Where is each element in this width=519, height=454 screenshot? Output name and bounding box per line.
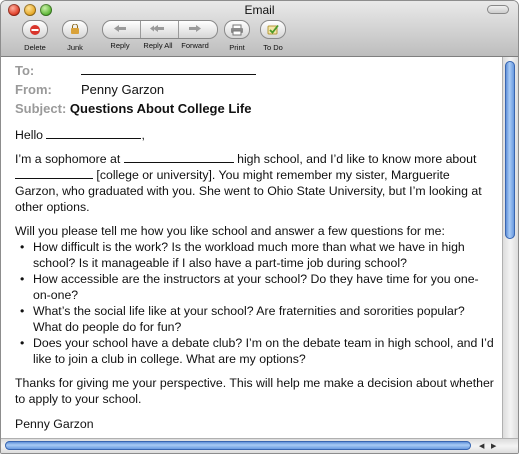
paragraph-1: [15, 151, 495, 215]
reply-icon[interactable]: [105, 20, 135, 37]
from-row: [15, 82, 165, 97]
list-item: • How difficult is the work? Is the workload much more than what we have in high school? Is it manageable if I also have a part-time job during school?: [15, 239, 495, 271]
reply-all-label: Reply All: [143, 41, 173, 50]
signature: Penny Garzon: [15, 417, 94, 431]
list-item: • Does your school have a debate club? I’m on the debate team in high school, and I’d like to join a club in college. What are my options?: [15, 335, 495, 367]
greeting-comma: ,: [141, 128, 145, 142]
to-label: To:: [15, 63, 35, 78]
question-list: [15, 239, 495, 367]
reply-label: Reply: [110, 41, 130, 50]
todo-label: To Do: [263, 43, 283, 52]
vertical-scrollbar[interactable]: [502, 57, 518, 439]
delete-button[interactable]: [17, 20, 53, 52]
list-item: • What’s the social life like at your school? Are fraternities and sororities popular? What do people do for fun?: [15, 303, 495, 335]
forward-label: Forward: [181, 41, 209, 50]
junk-icon: [62, 20, 88, 39]
list-item: • How accessible are the instructors at your school? Do they have time for you one-on-one?: [15, 271, 495, 303]
paragraph-2: Will you please tell me how you like school and answer a few questions for me:: [15, 224, 445, 238]
junk-label: Junk: [67, 43, 83, 52]
greeting-line: [15, 127, 495, 143]
from-label: From:: [15, 82, 52, 97]
greeting-text: Hello: [15, 128, 44, 142]
greeting-blank: [46, 127, 141, 139]
subject-value: Questions About College Life: [69, 101, 252, 116]
p1-part-c: about: [445, 152, 477, 166]
paragraph-3: Thanks for giving me your perspective. This will help me make a decision about whether to apply to your school.: [15, 376, 494, 406]
scroll-right-arrow-icon[interactable]: ▶: [491, 443, 497, 450]
to-blank-line: [81, 74, 256, 75]
reply-all-icon[interactable]: [142, 20, 172, 37]
subject-label: Subject:: [15, 101, 67, 116]
from-value: Penny Garzon: [81, 82, 165, 97]
print-label: Print: [229, 43, 245, 52]
to-row: [15, 63, 34, 78]
horizontal-scroll-thumb[interactable]: [5, 441, 471, 450]
p1-part-a: I’m a sophomore at: [15, 152, 121, 166]
checkmark-icon: [260, 20, 286, 39]
window-title: Email: [244, 3, 275, 17]
toolbar-toggle-button[interactable]: [487, 5, 509, 14]
printer-icon: [224, 20, 250, 39]
delete-icon: [22, 20, 48, 39]
vertical-scroll-thumb[interactable]: [505, 61, 515, 239]
scroll-left-arrow-icon[interactable]: ◀: [479, 443, 485, 450]
subject-row: [15, 101, 251, 116]
message-body[interactable]: [1, 57, 501, 437]
window-toolbar: [1, 1, 518, 57]
todo-button[interactable]: [258, 20, 288, 52]
p1-part-d: [college or university]. You might remember my sister, Marguerite Garzon, who graduated with you. She went to Ohio State University, but I’m looking at other options.: [15, 168, 482, 214]
school-blank: [124, 151, 234, 163]
junk-button[interactable]: [57, 20, 93, 52]
delete-label: Delete: [24, 43, 46, 52]
horizontal-scrollbar[interactable]: [1, 438, 518, 453]
college-blank: [15, 167, 93, 179]
print-button[interactable]: [222, 20, 252, 52]
forward-icon[interactable]: [180, 20, 210, 37]
p1-part-b: high school, and I’d like to know more: [237, 152, 443, 166]
